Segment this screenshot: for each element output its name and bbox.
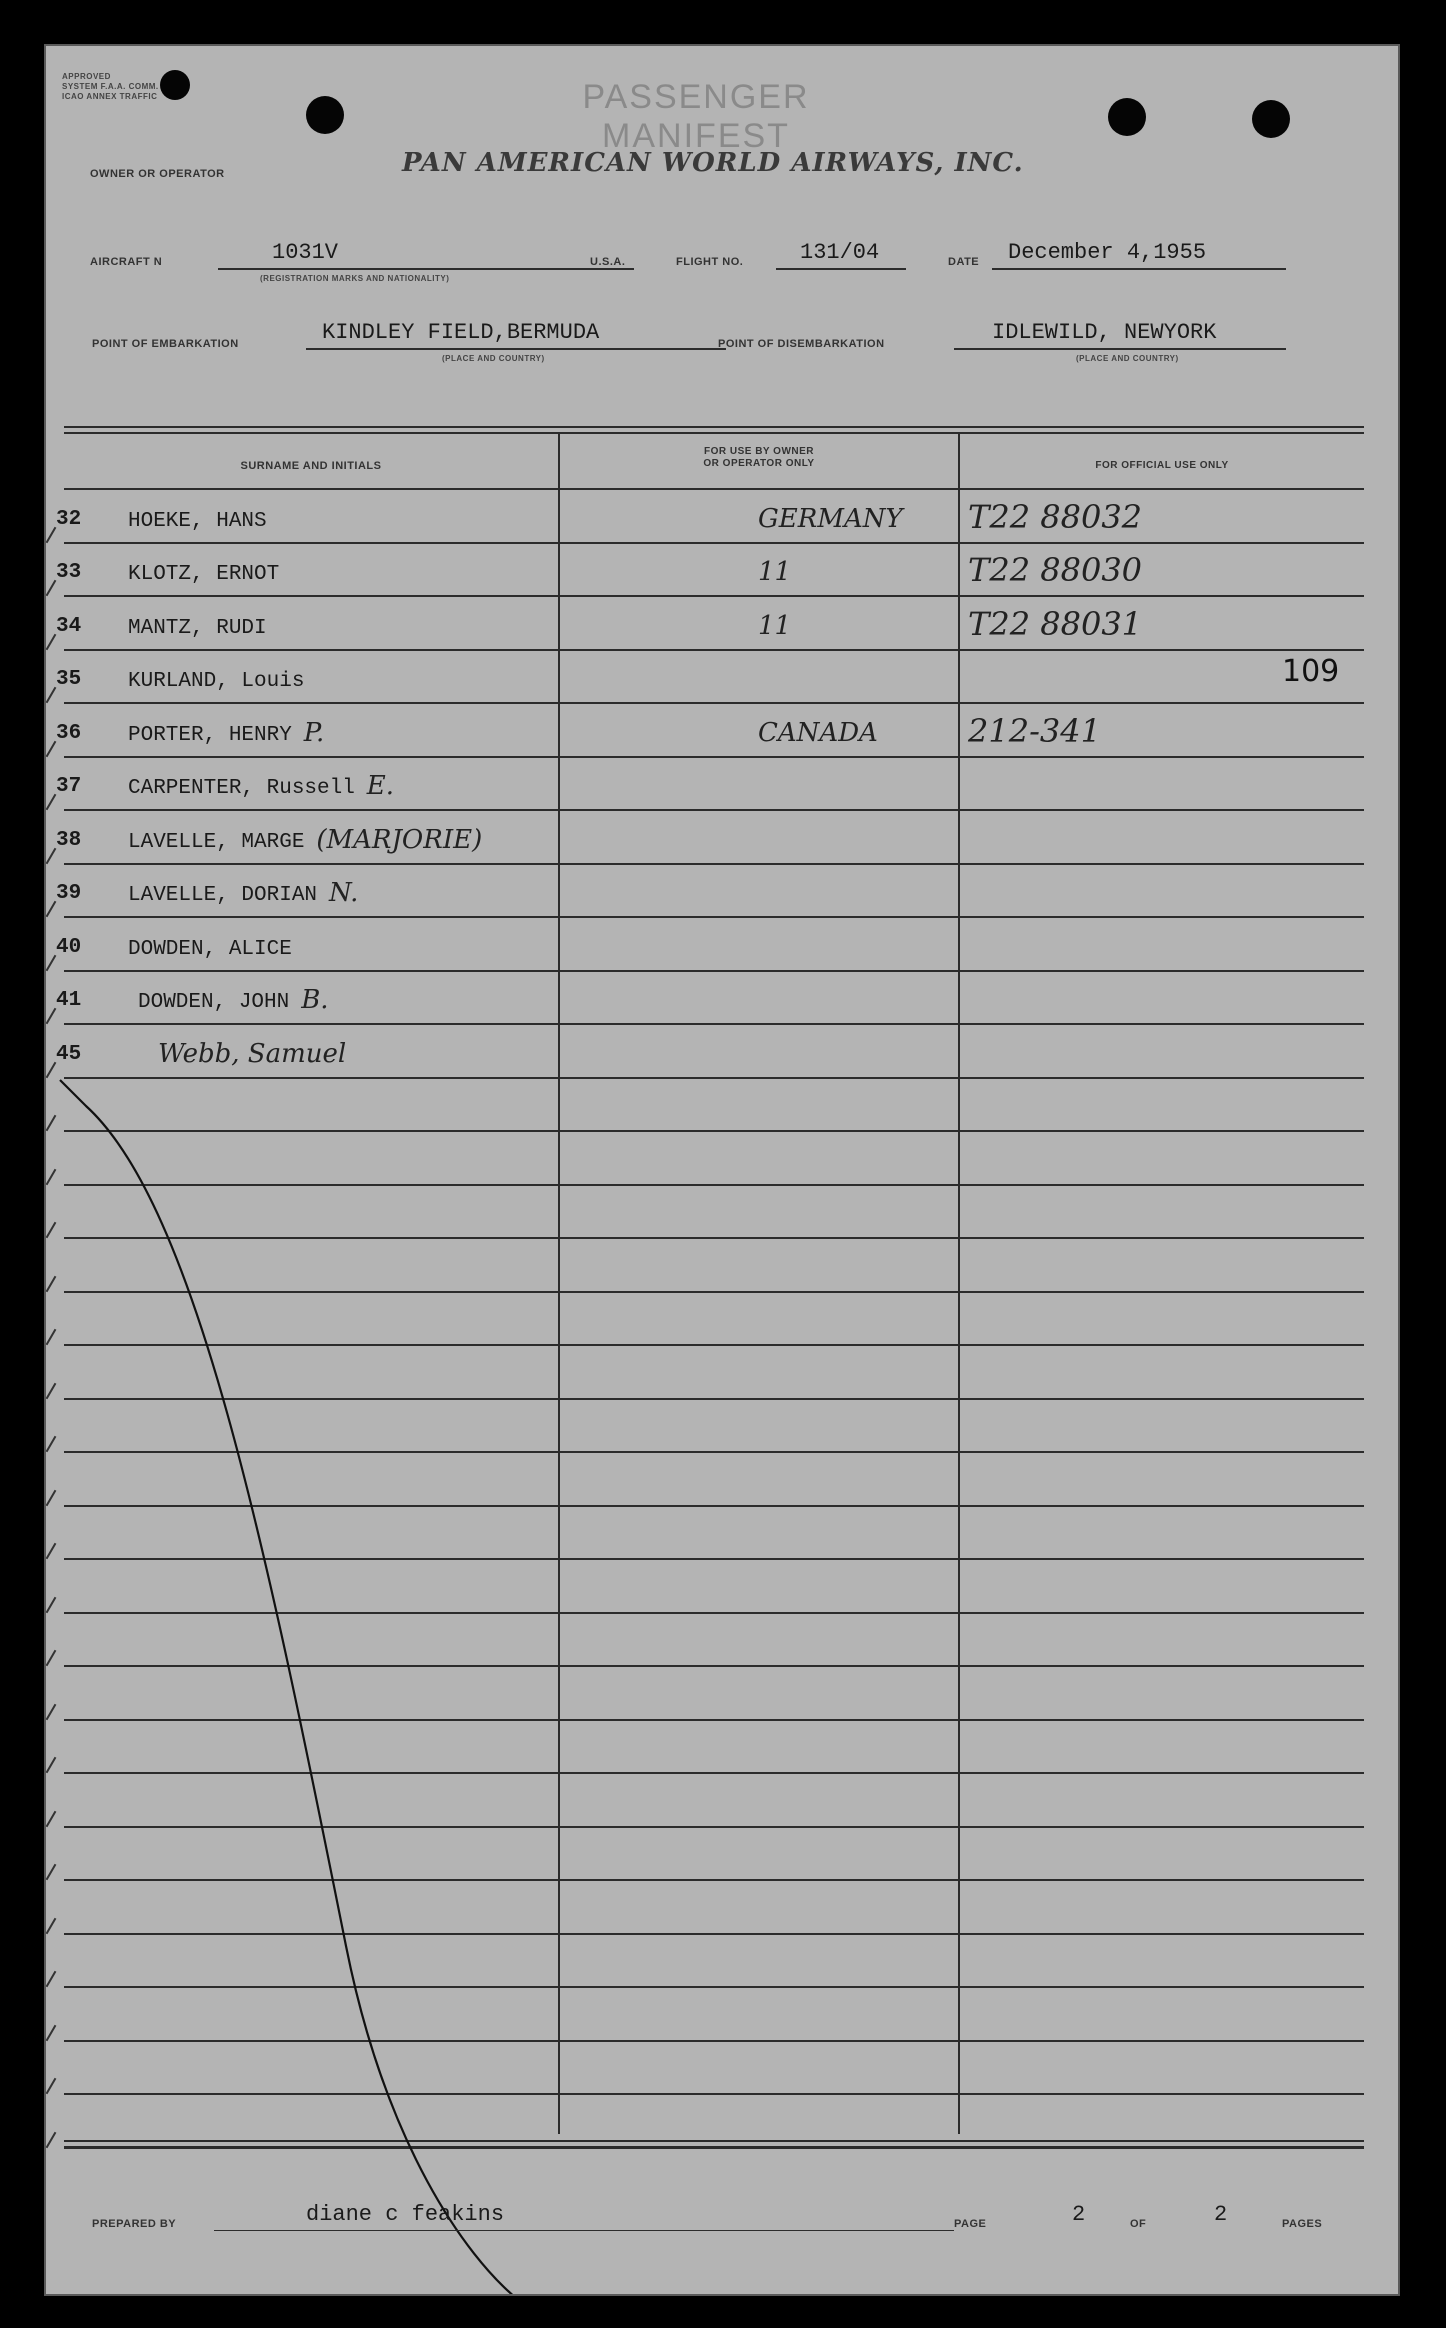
page-label: PAGE [954, 2218, 987, 2230]
passenger-name-handwritten: (MARJORIE) [316, 825, 483, 855]
passenger-name: LAVELLE, DORIAN [128, 884, 318, 907]
disembarkation-value: IDLEWILD, NEWYORK [992, 320, 1217, 345]
passenger-name: KURLAND, Louis [128, 670, 305, 693]
passenger-name: LAVELLE, MARGE [128, 831, 305, 854]
embark-place-note: (PLACE AND COUNTRY) [442, 354, 545, 363]
row-number: 40 [56, 936, 82, 959]
passenger-country: 11 [758, 557, 792, 587]
passenger-name-handwritten: P. [303, 718, 325, 748]
disembarkation-label: POINT OF DISEMBARKATION [718, 338, 885, 350]
passenger-name: PORTER, HENRY [128, 724, 292, 747]
official-number: T22 88031 [968, 605, 1143, 643]
cancellation-stroke [46, 46, 1400, 2296]
row-number: 39 [56, 882, 82, 905]
stamp-number: 109 [1282, 654, 1340, 689]
row-number: 32 [56, 508, 82, 531]
surname-header: SURNAME AND INITIALS [240, 460, 382, 472]
passenger-name: DOWDEN, JOHN [138, 991, 290, 1014]
page-value: 2 [1072, 2202, 1086, 2227]
flight-no-value: 131/04 [800, 240, 880, 265]
aircraft-label: AIRCRAFT N [90, 256, 163, 268]
passenger-country: GERMANY [758, 504, 903, 534]
owner-label: OWNER OR OPERATOR [90, 168, 225, 180]
official-number: 212-341 [968, 712, 1101, 750]
approved-text: APPROVED [62, 72, 111, 81]
passenger-name-handwritten: B. [301, 985, 329, 1015]
of-label: OF [1130, 2218, 1147, 2230]
row-number: 33 [56, 561, 82, 584]
passenger-name-handwritten: E. [366, 771, 395, 801]
official-number: T22 88032 [968, 498, 1143, 536]
manifest-sheet [44, 44, 1400, 2296]
aircraft-value: 1031V [272, 240, 339, 265]
official-use-header: FOR OFFICIAL USE ONLY [1095, 460, 1229, 471]
row-number: 37 [56, 775, 82, 798]
prepared-by-value: diane c feakins [306, 2202, 505, 2227]
row-number: 34 [56, 615, 82, 638]
row-number: 35 [56, 668, 82, 691]
date-value: December 4,1955 [1008, 240, 1207, 265]
pages-value: 2 [1214, 2202, 1228, 2227]
flight-no-label: FLIGHT NO. [676, 256, 744, 268]
system-text: SYSTEM F.A.A. COMM. [62, 82, 159, 91]
passenger-country: CANADA [758, 718, 878, 748]
document-title: PASSENGER MANIFEST [582, 78, 810, 155]
disembark-place-note: (PLACE AND COUNTRY) [1076, 354, 1179, 363]
official-number: T22 88030 [968, 551, 1143, 589]
embarkation-value: KINDLEY FIELD,BERMUDA [322, 320, 600, 345]
row-number: 38 [56, 829, 82, 852]
row-number: 45 [56, 1043, 82, 1066]
passenger-name: CARPENTER, Russell [128, 777, 355, 800]
passenger-name: HOEKE, HANS [128, 510, 267, 533]
prepared-by-label: PREPARED BY [92, 2218, 177, 2230]
passenger-name: DOWDEN, ALICE [128, 938, 292, 961]
icao-text: ICAO ANNEX TRAFFIC [62, 92, 158, 101]
passenger-name: KLOTZ, ERNOT [128, 563, 280, 586]
airline-name: PAN AMERICAN WORLD AIRWAYS, INC. [402, 148, 1024, 178]
usa-label: U.S.A. [590, 256, 626, 268]
row-number: 41 [56, 989, 82, 1012]
embarkation-label: POINT OF EMBARKATION [92, 338, 239, 350]
passenger-name: MANTZ, RUDI [128, 617, 267, 640]
prepared-underline [214, 2230, 954, 2231]
passenger-name-handwritten: Webb, Samuel [158, 1039, 347, 1069]
row-number: 36 [56, 722, 82, 745]
owner-use-header-1: FOR USE BY OWNER [703, 446, 815, 457]
passenger-country: 11 [758, 611, 792, 641]
passenger-name-handwritten: N. [329, 878, 359, 908]
registration-note: (REGISTRATION MARKS AND NATIONALITY) [260, 274, 450, 283]
date-label: DATE [948, 256, 980, 268]
pages-label: PAGES [1282, 2218, 1323, 2230]
owner-use-header-2: OR OPERATOR ONLY [703, 458, 815, 469]
